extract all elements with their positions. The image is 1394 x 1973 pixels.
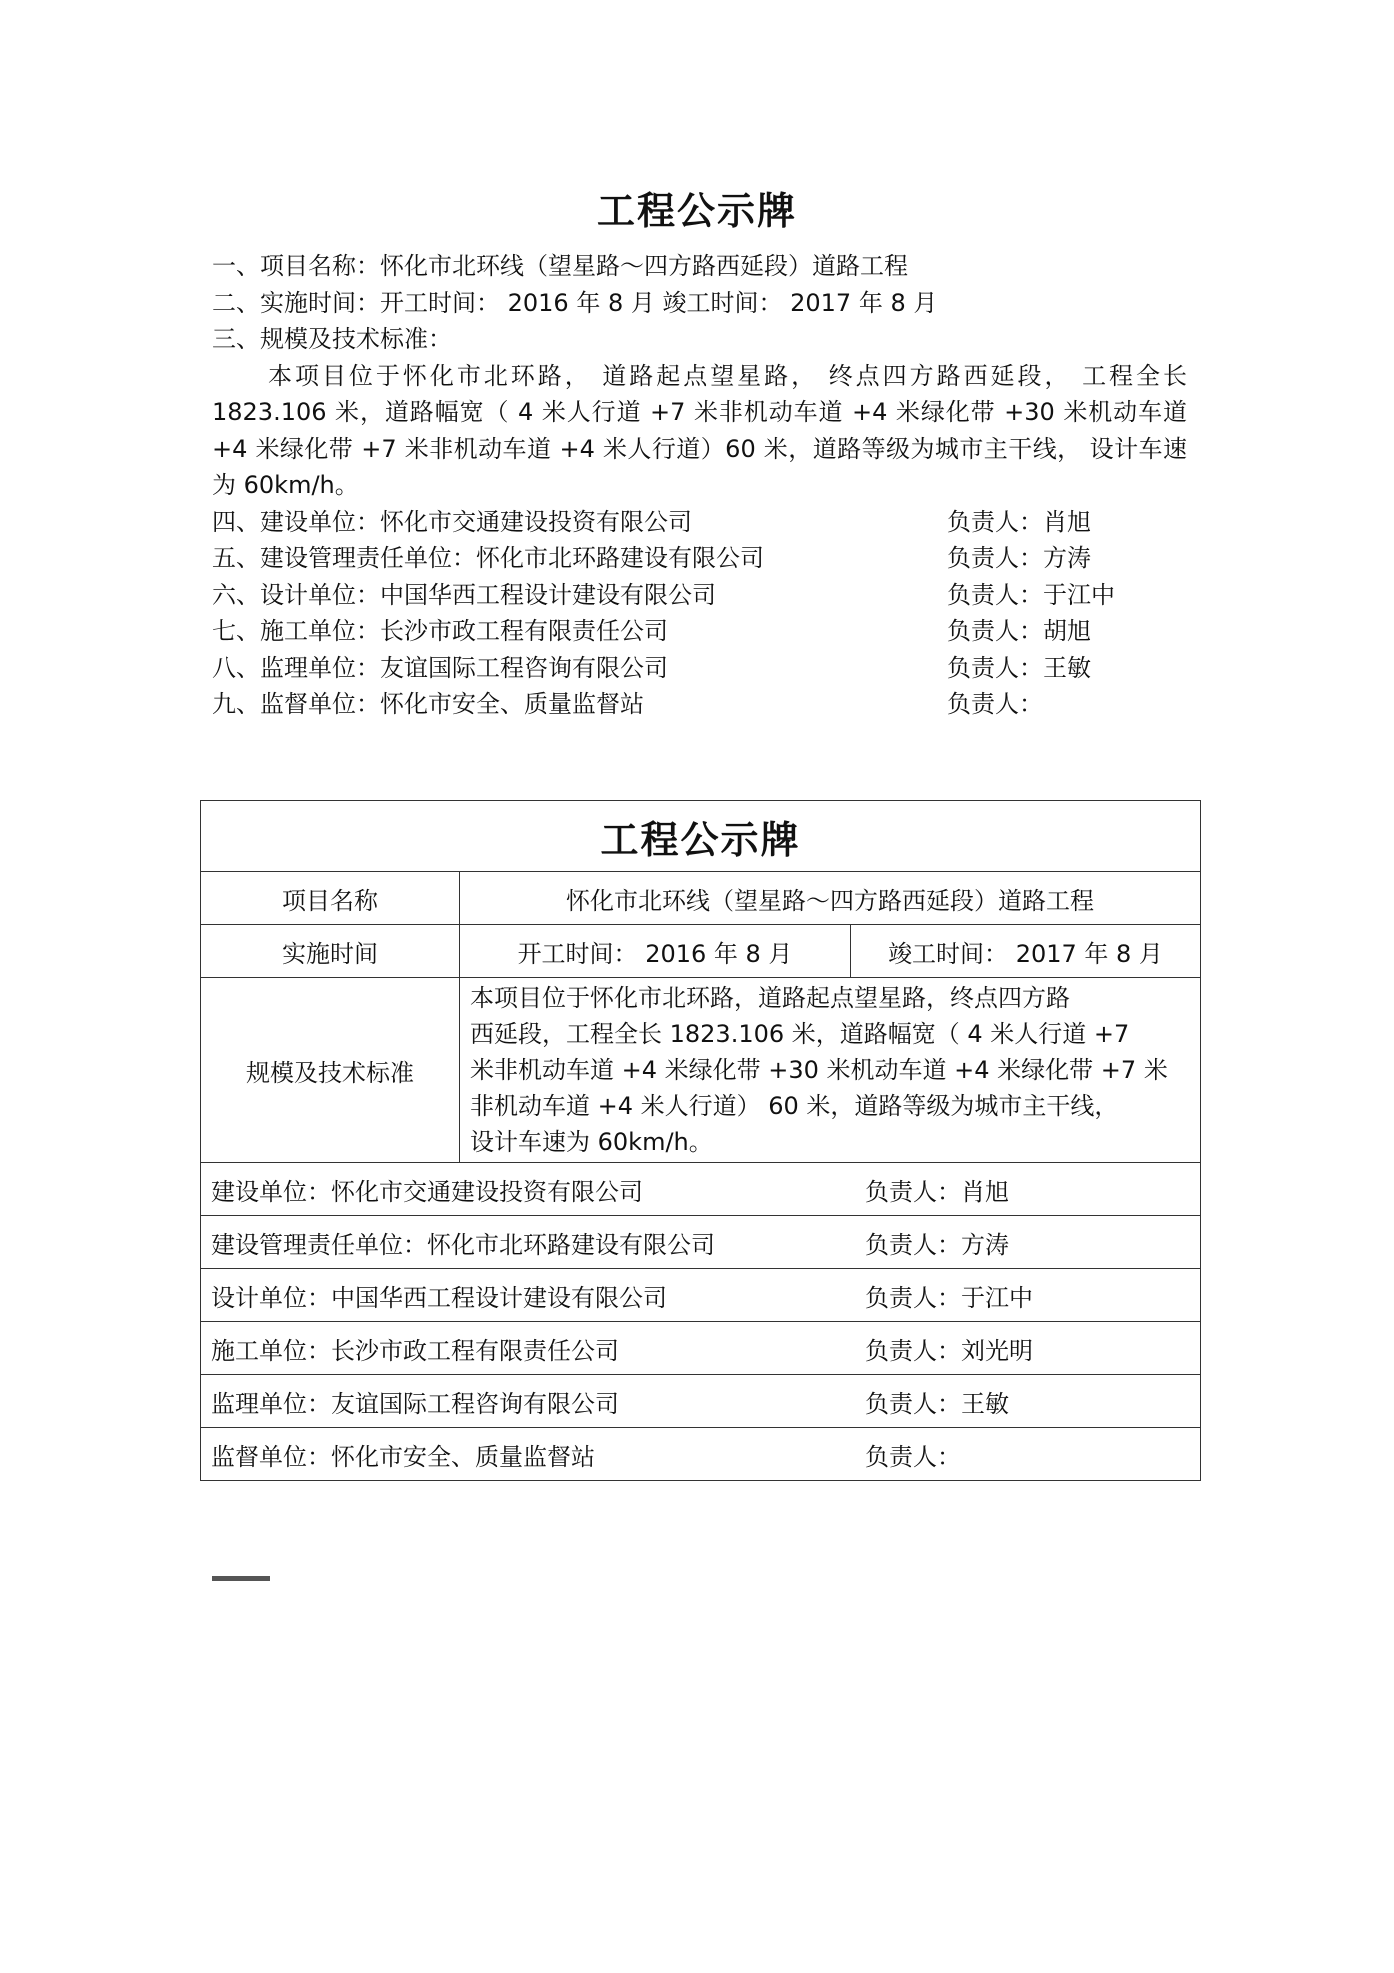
table-row: [201, 1163, 1201, 1216]
unit-name: 九、监督单位：怀化市安全、质量监督站: [212, 690, 644, 718]
unit-name: 监理单位：友谊国际工程咨询有限公司: [211, 1389, 619, 1418]
unit-name: 设计单位：中国华西工程设计建设有限公司: [211, 1283, 667, 1312]
unit-leader: 负责人：于江中: [947, 580, 1115, 609]
scale-paragraph: 本项目位于怀化市北环路， 道路起点望星路， 终点四方路西延段， 工程全长 1823.106 米，道路幅宽（ 4 米人行道 +7 米非机动车道 +4 米绿化带 +30 米机动车道+4 米绿化带 +7 米非机动车道 +4 米人行道）60 米，道路等级为城市主干线， 设计车速为 60km/h。: [212, 361, 1187, 499]
unit-name: 五、建设管理责任单位：怀化市北环路建设有限公司: [212, 544, 764, 572]
unit-leader: 负责人：: [865, 1442, 961, 1471]
unit-leader: 负责人：于江中: [865, 1283, 1033, 1312]
unit-name: 四、建设单位：怀化市交通建设投资有限公司: [212, 507, 692, 536]
scale-line: 非机动车道 +4 米人行道） 60 米，道路等级为城市主干线，: [470, 1092, 1119, 1120]
unit-leader: 负责人：: [947, 690, 1043, 718]
unit-name: 建设单位：怀化市交通建设投资有限公司: [211, 1177, 643, 1206]
project-name-line: 一、项目名称：怀化市北环线（望星路～四方路西延段）道路工程: [212, 252, 908, 280]
table-title: 工程公示牌: [201, 801, 1201, 872]
unit-leader: 负责人：胡旭: [947, 617, 1091, 645]
unit-leader: 负责人：王敏: [947, 653, 1091, 682]
table-row: [201, 925, 1201, 978]
unit-name: 八、监理单位：友谊国际工程咨询有限公司: [212, 653, 668, 682]
scale-line: 米非机动车道 +4 米绿化带 +30 米机动车道 +4 米绿化带 +7 米: [470, 1056, 1168, 1084]
scale-text: [460, 978, 1201, 1163]
unit-leader: 负责人：方涛: [947, 544, 1091, 572]
start-time: 开工时间： 2016 年 8 月: [460, 925, 851, 978]
unit-row: [212, 540, 1192, 577]
unit-name: 七、施工单位：长沙市政工程有限责任公司: [212, 617, 668, 645]
scale-heading: 三、规模及技术标准：: [212, 325, 452, 353]
unit-name: 监督单位：怀化市安全、质量监督站: [211, 1442, 595, 1471]
unit-row: [212, 577, 1192, 614]
unit-leader: 负责人：肖旭: [947, 507, 1091, 536]
project-value: 怀化市北环线（望星路～四方路西延段）道路工程: [460, 872, 1201, 925]
notice-title: 工程公示牌: [596, 189, 797, 233]
table-row: [201, 872, 1201, 925]
scale-label: 规模及技术标准: [201, 978, 460, 1163]
table-row: [201, 1428, 1201, 1481]
end-time: 竣工时间： 2017 年 8 月: [851, 925, 1201, 978]
unit-name: 六、设计单位：中国华西工程设计建设有限公司: [212, 580, 716, 609]
schedule-line: 二、实施时间：开工时间： 2016 年 8 月 竣工时间： 2017 年 8 月: [212, 288, 938, 317]
unit-leader: 负责人：王敏: [865, 1389, 1009, 1418]
unit-name: 施工单位：长沙市政工程有限责任公司: [211, 1336, 619, 1365]
scan-mark: [212, 1576, 270, 1581]
unit-leader: 负责人：方涛: [865, 1230, 1009, 1259]
unit-row: [212, 613, 1192, 650]
unit-row: [212, 504, 1192, 541]
time-label: 实施时间: [201, 925, 460, 978]
table-row: [201, 1269, 1201, 1322]
notice-table: [200, 800, 1201, 1481]
project-label: 项目名称: [201, 872, 460, 925]
scale-line: 西延段，工程全长 1823.106 米，道路幅宽（ 4 米人行道 +7: [470, 1020, 1130, 1048]
scale-line: 本项目位于怀化市北环路，道路起点望星路，终点四方路: [470, 984, 1070, 1012]
table-row: [201, 1322, 1201, 1375]
unit-row: [212, 686, 1192, 723]
unit-leader: 负责人：刘光明: [865, 1336, 1033, 1365]
table-row: [201, 1216, 1201, 1269]
table-row: [201, 978, 1201, 1163]
notice-text-section: [212, 248, 1192, 723]
unit-leader: 负责人：肖旭: [865, 1177, 1009, 1206]
table-row: [201, 1375, 1201, 1428]
unit-name: 建设管理责任单位：怀化市北环路建设有限公司: [211, 1230, 715, 1259]
scale-line: 设计车速为 60km/h。: [470, 1128, 713, 1156]
unit-row: [212, 650, 1192, 687]
